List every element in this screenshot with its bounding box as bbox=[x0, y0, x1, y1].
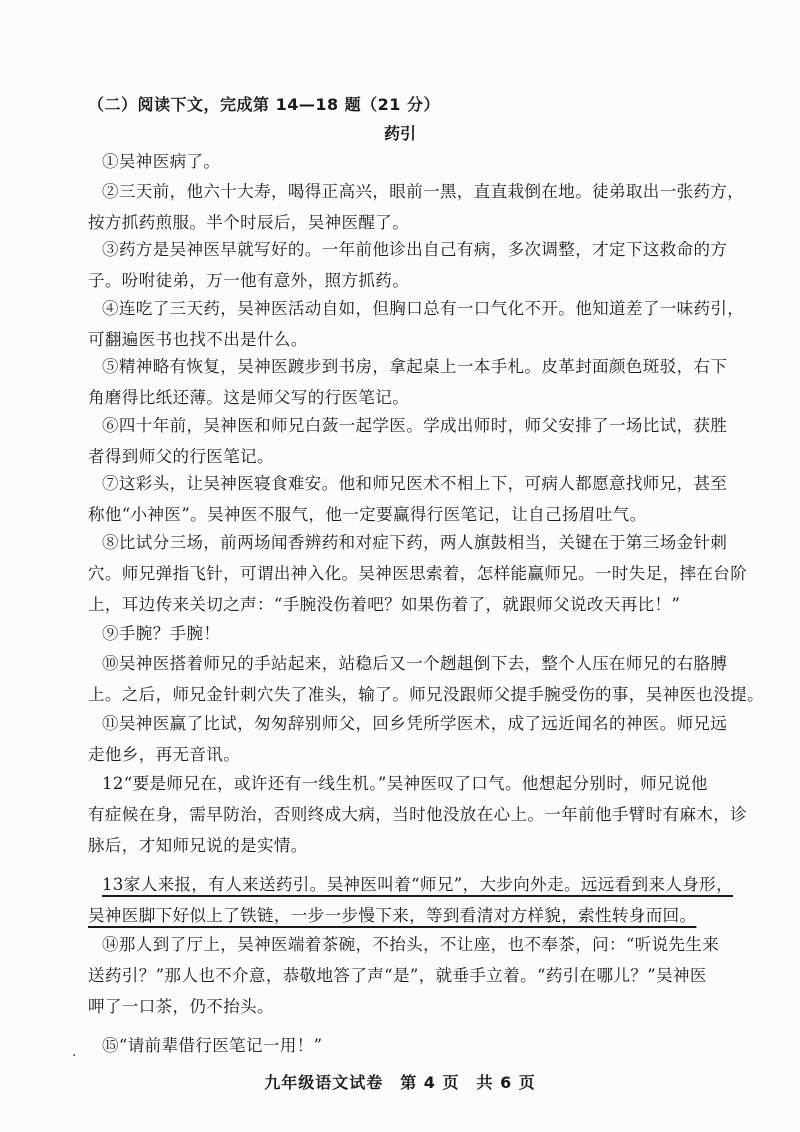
paragraph-line: 角磨得比纸还薄。这是师父写的行医笔记。 bbox=[88, 388, 410, 407]
paragraph-line: 呷了一口茶，仍不抬头。 bbox=[88, 997, 274, 1016]
paragraph-line: ⑧比试分三场，前两场闻香辨药和对症下药，两人旗鼓相当，关键在于第三场金针刺 bbox=[102, 533, 728, 552]
paragraph-9 bbox=[88, 618, 728, 649]
paragraph-line: 上，耳边传来关切之声：“手腕没伤着吧？如果伤着了，就跟师父说改天再比！” bbox=[88, 595, 681, 614]
paragraph-line: 可翻遍医书也找不出是什么。 bbox=[88, 330, 308, 349]
paragraph-15 bbox=[88, 1030, 728, 1061]
paragraph-line: ⑮“请前辈借行医笔记一用！” bbox=[102, 1036, 323, 1055]
paragraph-line: ⑦这彩头，让吴神医寝食难安。他和师兄医术不相上下，可病人都愿意找师兄，甚至 bbox=[102, 474, 728, 493]
paragraph-line: ⑨手腕？手腕！ bbox=[102, 624, 221, 643]
paragraph-5 bbox=[88, 351, 728, 413]
paragraph-line: ⑩吴神医搭着师兄的手站起来，站稳后又一个趔趄倒下去，整个人压在师兄的右胳膊 bbox=[102, 654, 728, 673]
paragraph-line: 子。吩咐徒弟，万一他有意外，照方抓药。 bbox=[88, 271, 410, 290]
paragraph-line: ④连吃了三天药，吴神医活动自如，但胸口总有一口气化不开。他知道差了一味药引， bbox=[102, 299, 745, 318]
paragraph-3 bbox=[88, 234, 728, 296]
paragraph-line: ⑥四十年前，吴神医和师兄白蔹一起学医。学成出师时，师父安排了一场比试，获胜 bbox=[102, 416, 728, 435]
paragraph-10 bbox=[88, 648, 764, 710]
paragraph-line: ⑤精神略有恢复，吴神医踱步到书房，拿起桌上一本手札。皮革封面颜色斑驳，右下 bbox=[102, 357, 728, 376]
page-footer: 九年级语文试卷 第 4 页 共 6 页 bbox=[264, 1073, 536, 1092]
paragraph-line: 脉后，才知师兄说的是实情。 bbox=[88, 836, 308, 855]
paragraph-8 bbox=[88, 527, 748, 620]
paragraph-line: ⑪吴神医赢了比试，匆匆辞别师父，回乡凭所学医术，成了远近闻名的神医。师兄远 bbox=[102, 714, 728, 733]
underlined-line: 13家人来报，有人来送药引。吴神医叫着“师兄”，大步向外走。远远看到来人身形， bbox=[102, 875, 733, 894]
underlined-line: 吴神医脚下好似上了铁链，一步一步慢下来，等到看清对方样貌，索性转身而回。 bbox=[88, 906, 697, 925]
paragraph-7 bbox=[88, 468, 728, 530]
paragraph-line: 上。之后，师兄金针刺穴失了准头，输了。师兄没跟师父提手腕受伤的事，吴神医也没提。 bbox=[88, 685, 764, 704]
paragraph-line: ②三天前，他六十大寿，喝得正高兴，眼前一黑，直直栽倒在地。徒弟取出一张药方， bbox=[102, 182, 745, 201]
stray-mark: . bbox=[72, 1044, 77, 1060]
paragraph-line: 穴。师兄弹指飞针，可谓出神入化。吴神医思索着，怎样能赢师兄。一时失足，摔在台阶 bbox=[88, 564, 748, 583]
paragraph-line: 送药引？”那人也不介意，恭敬地答了声“是”，就垂手立着。“药引在哪儿？”吴神医 bbox=[88, 966, 707, 985]
paragraph-13 bbox=[88, 869, 733, 931]
paragraph-line: 12“要是师兄在，或许还有一线生机。”吴神医叹了口气。他想起分别时，师兄说他 bbox=[102, 774, 708, 793]
paragraph-line: ⑭那人到了厅上，吴神医端着茶碗，不抬头，不让座，也不奉茶，问：“听说先生来 bbox=[102, 935, 720, 954]
paragraph-line: 称他“小神医”。吴神医不服气，他一定要赢得行医笔记，让自己扬眉吐气。 bbox=[88, 505, 647, 524]
paragraph-11 bbox=[88, 708, 728, 770]
paragraph-1 bbox=[88, 146, 728, 177]
paragraph-line: ①吴神医病了。 bbox=[102, 152, 221, 171]
paragraph-2 bbox=[88, 176, 745, 238]
paragraph-14 bbox=[88, 929, 728, 1022]
paragraph-line: ③药方是吴神医早就写好的。一年前他诊出自己有病，多次调整，才定下这救命的方 bbox=[102, 240, 728, 259]
paragraph-4 bbox=[88, 293, 745, 355]
paragraph-line: 者得到师父的行医笔记。 bbox=[88, 447, 274, 466]
paragraph-line: 按方抓药煎服。半个时辰后，吴神医醒了。 bbox=[88, 213, 410, 232]
article-title: 药引 bbox=[383, 124, 416, 143]
paragraph-line: 走他乡，再无音讯。 bbox=[88, 745, 241, 764]
paragraph-12 bbox=[88, 768, 748, 861]
paragraph-6 bbox=[88, 410, 728, 472]
section-heading: （二）阅读下文，完成第 14—18 题（21 分） bbox=[88, 95, 441, 114]
paragraph-line: 有症候在身，需早防治，否则终成大病，当时他没放在心上。一年前他手臂时有麻木，诊 bbox=[88, 805, 748, 824]
